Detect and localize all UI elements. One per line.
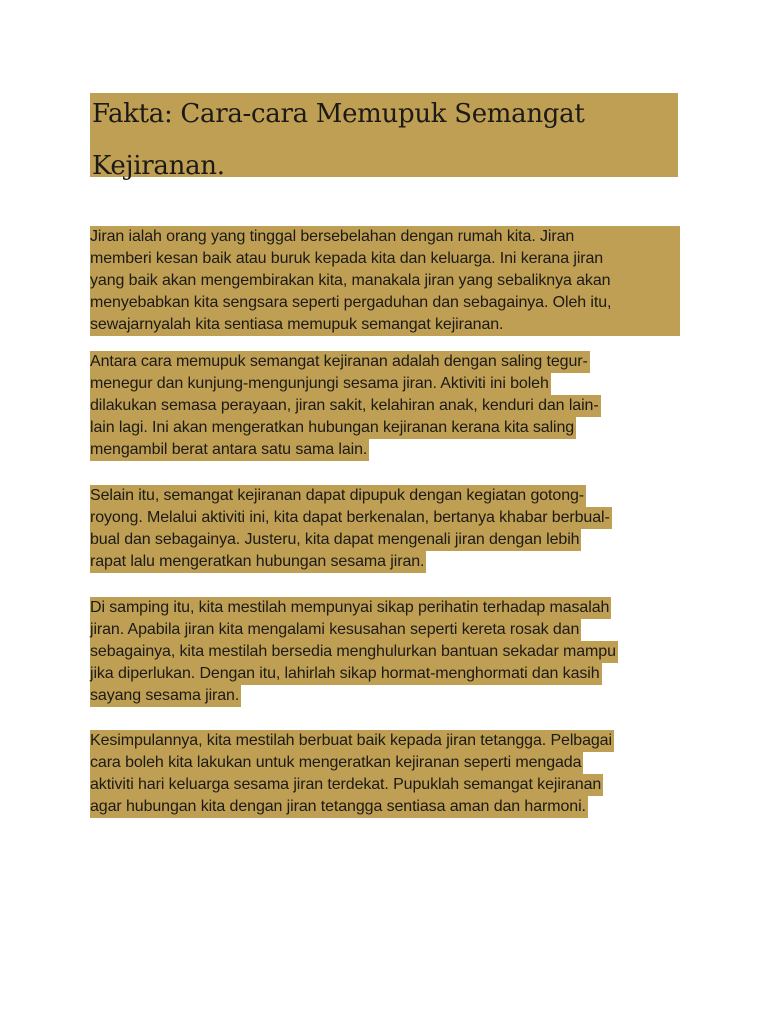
paragraph-5 bbox=[90, 730, 680, 818]
paragraph-line: menyebabkan kita sengsara seperti pergaduhan dan sebagainya. Oleh itu, bbox=[90, 292, 680, 314]
paragraph-line: memberi kesan baik atau buruk kepada kita dan keluarga. Ini kerana jiran bbox=[90, 248, 680, 270]
title-line-1: Fakta: Cara-cara Memupuk Semangat bbox=[92, 99, 585, 129]
paragraph-line: agar hubungan kita dengan jiran tetangga sentiasa aman dan harmoni. bbox=[90, 796, 588, 818]
paragraph-4 bbox=[90, 597, 680, 707]
paragraph-line: jiran. Apabila jiran kita mengalami kesusahan seperti kereta rosak dan bbox=[90, 619, 581, 641]
paragraph-line: sewajarnyalah kita sentiasa memupuk semangat kejiranan. bbox=[90, 314, 680, 336]
paragraph-line: sebagainya, kita mestilah bersedia menghulurkan bantuan sekadar mampu bbox=[90, 641, 618, 663]
paragraph-line: Kesimpulannya, kita mestilah berbuat baik kepada jiran tetangga. Pelbagai bbox=[90, 730, 614, 752]
paragraph-line: sayang sesama jiran. bbox=[90, 685, 241, 707]
paragraph-line: menegur dan kunjung-mengunjungi sesama jiran. Aktiviti ini boleh bbox=[90, 373, 551, 395]
paragraph-line: royong. Melalui aktiviti ini, kita dapat berkenalan, bertanya khabar berbual- bbox=[90, 507, 612, 529]
paragraph-1 bbox=[90, 226, 680, 336]
paragraph-line: cara boleh kita lakukan untuk mengeratkan kejiranan seperti mengada bbox=[90, 752, 583, 774]
paragraph-line: aktiviti hari keluarga sesama jiran terdekat. Pupuklah semangat kejiranan bbox=[90, 774, 603, 796]
paragraph-2 bbox=[90, 351, 680, 461]
paragraph-line: mengambil berat antara satu sama lain. bbox=[90, 439, 369, 461]
paragraph-line: Antara cara memupuk semangat kejiranan adalah dengan saling tegur- bbox=[90, 351, 590, 373]
paragraph-line: rapat lalu mengeratkan hubungan sesama jiran. bbox=[90, 551, 426, 573]
paragraph-line: yang baik akan mengembirakan kita, manakala jiran yang sebaliknya akan bbox=[90, 270, 680, 292]
title-line-2: Kejiranan. bbox=[92, 151, 225, 181]
document-title bbox=[92, 88, 672, 192]
paragraph-line: dilakukan semasa perayaan, jiran sakit, kelahiran anak, kenduri dan lain- bbox=[90, 395, 601, 417]
paragraph-line: bual dan sebagainya. Justeru, kita dapat mengenali jiran dengan lebih bbox=[90, 529, 581, 551]
paragraph-3 bbox=[90, 485, 680, 573]
paragraph-line: Jiran ialah orang yang tinggal bersebelahan dengan rumah kita. Jiran bbox=[90, 226, 680, 248]
paragraph-line: lain lagi. Ini akan mengeratkan hubungan kejiranan kerana kita saling bbox=[90, 417, 576, 439]
paragraph-line: jika diperlukan. Dengan itu, lahirlah sikap hormat-menghormati dan kasih bbox=[90, 663, 602, 685]
paragraph-line: Selain itu, semangat kejiranan dapat dipupuk dengan kegiatan gotong- bbox=[90, 485, 586, 507]
paragraph-line: Di samping itu, kita mestilah mempunyai sikap perihatin terhadap masalah bbox=[90, 597, 611, 619]
